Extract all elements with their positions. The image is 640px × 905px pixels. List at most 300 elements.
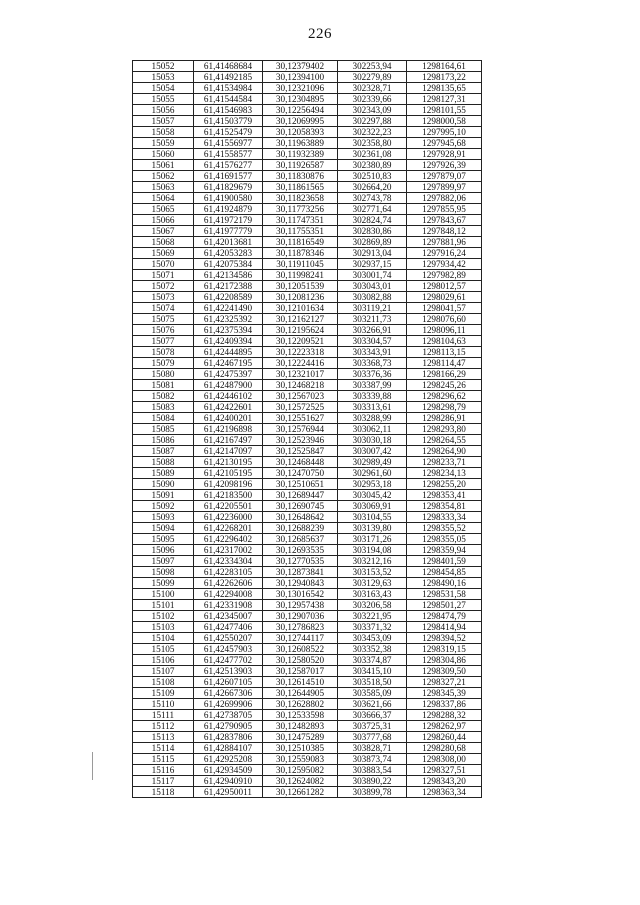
x-coordinate-cell: 303045,42 xyxy=(338,490,407,501)
table-row xyxy=(133,633,482,644)
latitude-cell: 61,41972179 xyxy=(194,215,263,226)
longitude-cell: 30,12081236 xyxy=(263,292,338,303)
table-row xyxy=(133,732,482,743)
latitude-cell: 61,42208589 xyxy=(194,292,263,303)
point-number-cell: 15066 xyxy=(133,215,194,226)
point-number-cell: 15061 xyxy=(133,160,194,171)
x-coordinate-cell: 303453,09 xyxy=(338,633,407,644)
longitude-cell: 30,12572525 xyxy=(263,402,338,413)
longitude-cell: 30,12470750 xyxy=(263,468,338,479)
latitude-cell: 61,42925208 xyxy=(194,754,263,765)
y-coordinate-cell: 1298245,26 xyxy=(407,380,482,391)
x-coordinate-cell: 303163,43 xyxy=(338,589,407,600)
table-row xyxy=(133,677,482,688)
latitude-cell: 61,41544584 xyxy=(194,94,263,105)
point-number-cell: 15096 xyxy=(133,545,194,556)
point-number-cell: 15063 xyxy=(133,182,194,193)
y-coordinate-cell: 1298304,86 xyxy=(407,655,482,666)
y-coordinate-cell: 1298490,16 xyxy=(407,578,482,589)
x-coordinate-cell: 302830,86 xyxy=(338,226,407,237)
point-number-cell: 15054 xyxy=(133,83,194,94)
point-number-cell: 15078 xyxy=(133,347,194,358)
point-number-cell: 15104 xyxy=(133,633,194,644)
y-coordinate-cell: 1298113,15 xyxy=(407,347,482,358)
y-coordinate-cell: 1298255,20 xyxy=(407,479,482,490)
y-coordinate-cell: 1298354,81 xyxy=(407,501,482,512)
x-coordinate-cell: 302961,60 xyxy=(338,468,407,479)
y-coordinate-cell: 1298309,50 xyxy=(407,666,482,677)
y-coordinate-cell: 1298104,63 xyxy=(407,336,482,347)
latitude-cell: 61,42331908 xyxy=(194,600,263,611)
x-coordinate-cell: 302913,04 xyxy=(338,248,407,259)
table-row xyxy=(133,292,482,303)
x-coordinate-cell: 302361,08 xyxy=(338,149,407,160)
point-number-cell: 15062 xyxy=(133,171,194,182)
table-row xyxy=(133,413,482,424)
latitude-cell: 61,42409394 xyxy=(194,336,263,347)
latitude-cell: 61,41900580 xyxy=(194,193,263,204)
y-coordinate-cell: 1298260,44 xyxy=(407,732,482,743)
table-row xyxy=(133,380,482,391)
y-coordinate-cell: 1298293,80 xyxy=(407,424,482,435)
latitude-cell: 61,41468684 xyxy=(194,61,263,72)
latitude-cell: 61,41525479 xyxy=(194,127,263,138)
longitude-cell: 30,12475289 xyxy=(263,732,338,743)
x-coordinate-cell: 303725,31 xyxy=(338,721,407,732)
table-row xyxy=(133,182,482,193)
x-coordinate-cell: 303043,01 xyxy=(338,281,407,292)
y-coordinate-cell: 1298474,79 xyxy=(407,611,482,622)
table-row xyxy=(133,589,482,600)
point-number-cell: 15076 xyxy=(133,325,194,336)
latitude-cell: 61,42738705 xyxy=(194,710,263,721)
longitude-cell: 30,12693535 xyxy=(263,545,338,556)
point-number-cell: 15056 xyxy=(133,105,194,116)
point-number-cell: 15111 xyxy=(133,710,194,721)
x-coordinate-cell: 302328,71 xyxy=(338,83,407,94)
point-number-cell: 15088 xyxy=(133,457,194,468)
latitude-cell: 61,42183500 xyxy=(194,490,263,501)
latitude-cell: 61,41556977 xyxy=(194,138,263,149)
latitude-cell: 61,41503779 xyxy=(194,116,263,127)
point-number-cell: 15089 xyxy=(133,468,194,479)
table-row xyxy=(133,204,482,215)
table-row xyxy=(133,666,482,677)
longitude-cell: 30,12162127 xyxy=(263,314,338,325)
y-coordinate-cell: 1298234,13 xyxy=(407,468,482,479)
y-coordinate-cell: 1298333,34 xyxy=(407,512,482,523)
table-row xyxy=(133,171,482,182)
latitude-cell: 61,42105195 xyxy=(194,468,263,479)
point-number-cell: 15077 xyxy=(133,336,194,347)
y-coordinate-cell: 1297934,42 xyxy=(407,259,482,270)
longitude-cell: 30,11963889 xyxy=(263,138,338,149)
latitude-cell: 61,41829679 xyxy=(194,182,263,193)
latitude-cell: 61,42098196 xyxy=(194,479,263,490)
longitude-cell: 30,12394100 xyxy=(263,72,338,83)
latitude-cell: 61,42283105 xyxy=(194,567,263,578)
table-row xyxy=(133,490,482,501)
y-coordinate-cell: 1298363,34 xyxy=(407,787,482,798)
latitude-cell: 61,41492185 xyxy=(194,72,263,83)
table-row xyxy=(133,435,482,446)
table-row xyxy=(133,424,482,435)
longitude-cell: 30,12525847 xyxy=(263,446,338,457)
point-number-cell: 15084 xyxy=(133,413,194,424)
point-number-cell: 15085 xyxy=(133,424,194,435)
latitude-cell: 61,42236000 xyxy=(194,512,263,523)
table-row xyxy=(133,127,482,138)
table-row xyxy=(133,105,482,116)
point-number-cell: 15097 xyxy=(133,556,194,567)
table-row xyxy=(133,556,482,567)
table-row xyxy=(133,501,482,512)
point-number-cell: 15060 xyxy=(133,149,194,160)
x-coordinate-cell: 302343,09 xyxy=(338,105,407,116)
point-number-cell: 15095 xyxy=(133,534,194,545)
coordinates-table-body xyxy=(133,61,482,798)
table-row xyxy=(133,160,482,171)
x-coordinate-cell: 303666,37 xyxy=(338,710,407,721)
y-coordinate-cell: 1298296,62 xyxy=(407,391,482,402)
table-row xyxy=(133,776,482,787)
x-coordinate-cell: 303368,73 xyxy=(338,358,407,369)
latitude-cell: 61,42196898 xyxy=(194,424,263,435)
latitude-cell: 61,42241490 xyxy=(194,303,263,314)
latitude-cell: 61,42837806 xyxy=(194,732,263,743)
latitude-cell: 61,42607105 xyxy=(194,677,263,688)
y-coordinate-cell: 1297879,07 xyxy=(407,171,482,182)
latitude-cell: 61,41691577 xyxy=(194,171,263,182)
longitude-cell: 30,11823658 xyxy=(263,193,338,204)
y-coordinate-cell: 1297916,24 xyxy=(407,248,482,259)
y-coordinate-cell: 1298288,32 xyxy=(407,710,482,721)
y-coordinate-cell: 1297945,68 xyxy=(407,138,482,149)
x-coordinate-cell: 302771,64 xyxy=(338,204,407,215)
longitude-cell: 30,12688239 xyxy=(263,523,338,534)
x-coordinate-cell: 302510,83 xyxy=(338,171,407,182)
table-row xyxy=(133,193,482,204)
x-coordinate-cell: 302869,89 xyxy=(338,237,407,248)
latitude-cell: 61,42422601 xyxy=(194,402,263,413)
x-coordinate-cell: 303343,91 xyxy=(338,347,407,358)
y-coordinate-cell: 1298327,21 xyxy=(407,677,482,688)
longitude-cell: 30,12101634 xyxy=(263,303,338,314)
point-number-cell: 15108 xyxy=(133,677,194,688)
y-coordinate-cell: 1298000,58 xyxy=(407,116,482,127)
x-coordinate-cell: 303206,58 xyxy=(338,600,407,611)
x-coordinate-cell: 303376,36 xyxy=(338,369,407,380)
table-row xyxy=(133,446,482,457)
point-number-cell: 15058 xyxy=(133,127,194,138)
x-coordinate-cell: 303890,22 xyxy=(338,776,407,787)
table-row xyxy=(133,347,482,358)
point-number-cell: 15092 xyxy=(133,501,194,512)
y-coordinate-cell: 1298394,52 xyxy=(407,633,482,644)
longitude-cell: 30,11998241 xyxy=(263,270,338,281)
point-number-cell: 15106 xyxy=(133,655,194,666)
page-number: 226 xyxy=(308,26,332,42)
table-row xyxy=(133,325,482,336)
y-coordinate-cell: 1298353,41 xyxy=(407,490,482,501)
y-coordinate-cell: 1297982,89 xyxy=(407,270,482,281)
point-number-cell: 15100 xyxy=(133,589,194,600)
x-coordinate-cell: 302322,23 xyxy=(338,127,407,138)
table-row xyxy=(133,72,482,83)
longitude-cell: 30,12224416 xyxy=(263,358,338,369)
table-row xyxy=(133,336,482,347)
longitude-cell: 30,11911045 xyxy=(263,259,338,270)
longitude-cell: 30,12644905 xyxy=(263,688,338,699)
longitude-cell: 30,12223318 xyxy=(263,347,338,358)
longitude-cell: 30,12689447 xyxy=(263,490,338,501)
longitude-cell: 30,12069995 xyxy=(263,116,338,127)
x-coordinate-cell: 303899,78 xyxy=(338,787,407,798)
longitude-cell: 30,12576944 xyxy=(263,424,338,435)
point-number-cell: 15102 xyxy=(133,611,194,622)
x-coordinate-cell: 302953,18 xyxy=(338,479,407,490)
latitude-cell: 61,42317002 xyxy=(194,545,263,556)
latitude-cell: 61,42934509 xyxy=(194,765,263,776)
y-coordinate-cell: 1298135,65 xyxy=(407,83,482,94)
y-coordinate-cell: 1298101,55 xyxy=(407,105,482,116)
x-coordinate-cell: 303104,55 xyxy=(338,512,407,523)
x-coordinate-cell: 303828,71 xyxy=(338,743,407,754)
longitude-cell: 30,12533598 xyxy=(263,710,338,721)
longitude-cell: 30,12614510 xyxy=(263,677,338,688)
latitude-cell: 61,42167497 xyxy=(194,435,263,446)
y-coordinate-cell: 1298127,31 xyxy=(407,94,482,105)
longitude-cell: 30,12661282 xyxy=(263,787,338,798)
latitude-cell: 61,42134586 xyxy=(194,270,263,281)
point-number-cell: 15117 xyxy=(133,776,194,787)
longitude-cell: 30,11932389 xyxy=(263,149,338,160)
longitude-cell: 30,12209521 xyxy=(263,336,338,347)
longitude-cell: 30,12523946 xyxy=(263,435,338,446)
point-number-cell: 15067 xyxy=(133,226,194,237)
longitude-cell: 30,12907036 xyxy=(263,611,338,622)
y-coordinate-cell: 1298166,29 xyxy=(407,369,482,380)
latitude-cell: 61,42475397 xyxy=(194,369,263,380)
point-number-cell: 15069 xyxy=(133,248,194,259)
point-number-cell: 15059 xyxy=(133,138,194,149)
table-row xyxy=(133,699,482,710)
y-coordinate-cell: 1297855,95 xyxy=(407,204,482,215)
point-number-cell: 15064 xyxy=(133,193,194,204)
table-row xyxy=(133,391,482,402)
longitude-cell: 30,12608522 xyxy=(263,644,338,655)
latitude-cell: 61,42444895 xyxy=(194,347,263,358)
latitude-cell: 61,41534984 xyxy=(194,83,263,94)
x-coordinate-cell: 303030,18 xyxy=(338,435,407,446)
point-number-cell: 15110 xyxy=(133,699,194,710)
y-coordinate-cell: 1298401,59 xyxy=(407,556,482,567)
longitude-cell: 30,12690745 xyxy=(263,501,338,512)
longitude-cell: 30,11830876 xyxy=(263,171,338,182)
y-coordinate-cell: 1298355,52 xyxy=(407,523,482,534)
longitude-cell: 30,12468218 xyxy=(263,380,338,391)
latitude-cell: 61,42013681 xyxy=(194,237,263,248)
point-number-cell: 15098 xyxy=(133,567,194,578)
x-coordinate-cell: 303211,73 xyxy=(338,314,407,325)
x-coordinate-cell: 303371,32 xyxy=(338,622,407,633)
x-coordinate-cell: 303212,16 xyxy=(338,556,407,567)
latitude-cell: 61,41558577 xyxy=(194,149,263,160)
x-coordinate-cell: 303873,74 xyxy=(338,754,407,765)
point-number-cell: 15070 xyxy=(133,259,194,270)
longitude-cell: 30,13016542 xyxy=(263,589,338,600)
table-row xyxy=(133,754,482,765)
longitude-cell: 30,12744117 xyxy=(263,633,338,644)
point-number-cell: 15118 xyxy=(133,787,194,798)
point-number-cell: 15107 xyxy=(133,666,194,677)
y-coordinate-cell: 1298173,22 xyxy=(407,72,482,83)
longitude-cell: 30,12685637 xyxy=(263,534,338,545)
longitude-cell: 30,12510651 xyxy=(263,479,338,490)
table-row xyxy=(133,402,482,413)
x-coordinate-cell: 303171,26 xyxy=(338,534,407,545)
latitude-cell: 61,42940910 xyxy=(194,776,263,787)
point-number-cell: 15071 xyxy=(133,270,194,281)
latitude-cell: 61,42262606 xyxy=(194,578,263,589)
margin-mark xyxy=(92,752,93,780)
point-number-cell: 15072 xyxy=(133,281,194,292)
table-row xyxy=(133,116,482,127)
latitude-cell: 61,42205501 xyxy=(194,501,263,512)
longitude-cell: 30,11816549 xyxy=(263,237,338,248)
longitude-cell: 30,12628802 xyxy=(263,699,338,710)
table-row xyxy=(133,226,482,237)
x-coordinate-cell: 302664,20 xyxy=(338,182,407,193)
table-row xyxy=(133,237,482,248)
table-row xyxy=(133,721,482,732)
point-number-cell: 15099 xyxy=(133,578,194,589)
x-coordinate-cell: 302339,66 xyxy=(338,94,407,105)
y-coordinate-cell: 1298345,39 xyxy=(407,688,482,699)
latitude-cell: 61,42400201 xyxy=(194,413,263,424)
table-row xyxy=(133,567,482,578)
y-coordinate-cell: 1298041,57 xyxy=(407,303,482,314)
y-coordinate-cell: 1298308,00 xyxy=(407,754,482,765)
x-coordinate-cell: 303153,52 xyxy=(338,567,407,578)
point-number-cell: 15113 xyxy=(133,732,194,743)
point-number-cell: 15065 xyxy=(133,204,194,215)
longitude-cell: 30,12256494 xyxy=(263,105,338,116)
point-number-cell: 15073 xyxy=(133,292,194,303)
y-coordinate-cell: 1297995,10 xyxy=(407,127,482,138)
latitude-cell: 61,42334304 xyxy=(194,556,263,567)
latitude-cell: 61,42325392 xyxy=(194,314,263,325)
table-row xyxy=(133,523,482,534)
longitude-cell: 30,12482893 xyxy=(263,721,338,732)
x-coordinate-cell: 302743,78 xyxy=(338,193,407,204)
point-number-cell: 15052 xyxy=(133,61,194,72)
x-coordinate-cell: 303518,50 xyxy=(338,677,407,688)
x-coordinate-cell: 303415,10 xyxy=(338,666,407,677)
point-number-cell: 15105 xyxy=(133,644,194,655)
point-number-cell: 15090 xyxy=(133,479,194,490)
point-number-cell: 15087 xyxy=(133,446,194,457)
latitude-cell: 61,42375394 xyxy=(194,325,263,336)
longitude-cell: 30,11861565 xyxy=(263,182,338,193)
latitude-cell: 61,42487900 xyxy=(194,380,263,391)
longitude-cell: 30,11747351 xyxy=(263,215,338,226)
x-coordinate-cell: 302989,49 xyxy=(338,457,407,468)
longitude-cell: 30,11755351 xyxy=(263,226,338,237)
x-coordinate-cell: 302297,88 xyxy=(338,116,407,127)
latitude-cell: 61,42477702 xyxy=(194,655,263,666)
x-coordinate-cell: 303585,09 xyxy=(338,688,407,699)
longitude-cell: 30,12648642 xyxy=(263,512,338,523)
table-row xyxy=(133,600,482,611)
table-row xyxy=(133,358,482,369)
longitude-cell: 30,12468448 xyxy=(263,457,338,468)
y-coordinate-cell: 1298454,85 xyxy=(407,567,482,578)
x-coordinate-cell: 303007,42 xyxy=(338,446,407,457)
point-number-cell: 15081 xyxy=(133,380,194,391)
table-row xyxy=(133,534,482,545)
latitude-cell: 61,42296402 xyxy=(194,534,263,545)
point-number-cell: 15079 xyxy=(133,358,194,369)
x-coordinate-cell: 302937,15 xyxy=(338,259,407,270)
latitude-cell: 61,42467195 xyxy=(194,358,263,369)
point-number-cell: 15093 xyxy=(133,512,194,523)
table-row xyxy=(133,710,482,721)
point-number-cell: 15116 xyxy=(133,765,194,776)
table-row xyxy=(133,83,482,94)
x-coordinate-cell: 303082,88 xyxy=(338,292,407,303)
point-number-cell: 15109 xyxy=(133,688,194,699)
table-row xyxy=(133,688,482,699)
latitude-cell: 61,42268201 xyxy=(194,523,263,534)
coordinates-table xyxy=(132,60,482,798)
longitude-cell: 30,12580520 xyxy=(263,655,338,666)
longitude-cell: 30,12595082 xyxy=(263,765,338,776)
y-coordinate-cell: 1298501,27 xyxy=(407,600,482,611)
point-number-cell: 15057 xyxy=(133,116,194,127)
longitude-cell: 30,12551627 xyxy=(263,413,338,424)
latitude-cell: 61,42457903 xyxy=(194,644,263,655)
latitude-cell: 61,41576277 xyxy=(194,160,263,171)
x-coordinate-cell: 303001,74 xyxy=(338,270,407,281)
y-coordinate-cell: 1297928,91 xyxy=(407,149,482,160)
table-row xyxy=(133,787,482,798)
table-row xyxy=(133,303,482,314)
x-coordinate-cell: 303313,61 xyxy=(338,402,407,413)
longitude-cell: 30,12873841 xyxy=(263,567,338,578)
y-coordinate-cell: 1298280,68 xyxy=(407,743,482,754)
longitude-cell: 30,11878346 xyxy=(263,248,338,259)
table-row xyxy=(133,369,482,380)
point-number-cell: 15075 xyxy=(133,314,194,325)
y-coordinate-cell: 1298029,61 xyxy=(407,292,482,303)
y-coordinate-cell: 1298286,91 xyxy=(407,413,482,424)
point-number-cell: 15103 xyxy=(133,622,194,633)
x-coordinate-cell: 303352,38 xyxy=(338,644,407,655)
x-coordinate-cell: 302279,89 xyxy=(338,72,407,83)
x-coordinate-cell: 303304,57 xyxy=(338,336,407,347)
latitude-cell: 61,41546983 xyxy=(194,105,263,116)
y-coordinate-cell: 1298264,55 xyxy=(407,435,482,446)
table-row xyxy=(133,655,482,666)
y-coordinate-cell: 1298164,61 xyxy=(407,61,482,72)
y-coordinate-cell: 1298262,97 xyxy=(407,721,482,732)
x-coordinate-cell: 303062,11 xyxy=(338,424,407,435)
latitude-cell: 61,42345007 xyxy=(194,611,263,622)
x-coordinate-cell: 303883,54 xyxy=(338,765,407,776)
latitude-cell: 61,42699906 xyxy=(194,699,263,710)
longitude-cell: 30,12770535 xyxy=(263,556,338,567)
